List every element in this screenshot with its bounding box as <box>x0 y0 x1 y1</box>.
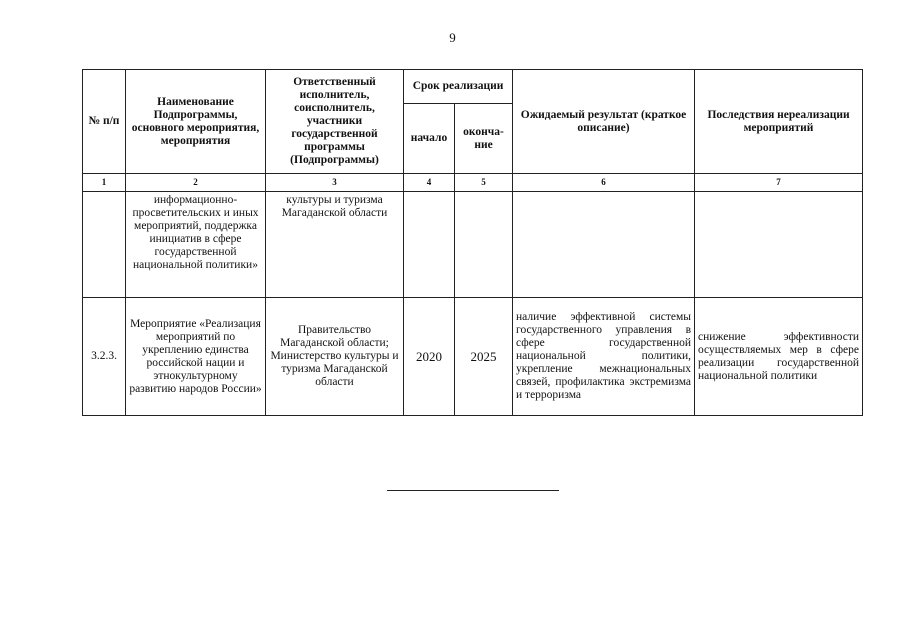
table-row <box>83 192 863 298</box>
row-start: 2020 <box>404 298 455 416</box>
header-result: Ожидаемый результат (краткое описание) <box>513 70 695 174</box>
header-name: Наименование Подпрограммы, основного мероприятия, мероприятия <box>126 70 266 174</box>
program-table <box>82 69 863 416</box>
header-consequences: Последствия нереализации мероприятий <box>695 70 863 174</box>
row-start <box>404 192 455 298</box>
row-executor: культуры и туризма Магаданской области <box>266 192 404 298</box>
row-consequences <box>695 192 863 298</box>
row-executor: Правительство Магаданской области; Министерство культуры и туризма Магаданской области <box>266 298 404 416</box>
header-executor: Ответственный исполнитель, соисполнитель, участники государственной программы (Подпрограммы) <box>266 70 404 174</box>
row-consequences: снижение эффективности осуществляемых мер в сфере реализации государственной национальной политики <box>695 298 863 416</box>
header-term: Срок реализации <box>404 70 513 104</box>
row-result <box>513 192 695 298</box>
column-number: 2 <box>126 174 266 192</box>
column-number: 3 <box>266 174 404 192</box>
column-number: 7 <box>695 174 863 192</box>
column-number: 1 <box>83 174 126 192</box>
column-number: 5 <box>455 174 513 192</box>
column-number: 6 <box>513 174 695 192</box>
header-row <box>83 70 863 104</box>
row-result: наличие эффективной системы государственного управления в сфере государственной национальной политики, укрепление межнациональных связей, профилактика экстремизма и терроризма <box>513 298 695 416</box>
footer-rule <box>387 490 559 491</box>
page-number: 9 <box>449 30 456 45</box>
row-end <box>455 192 513 298</box>
row-number <box>83 192 126 298</box>
row-end: 2025 <box>455 298 513 416</box>
header-start: начало <box>404 104 455 174</box>
table-row <box>83 298 863 416</box>
column-numbers-row <box>83 174 863 192</box>
header-number: № п/п <box>83 70 126 174</box>
header-end: оконча-ние <box>455 104 513 174</box>
row-name: Мероприятие «Реализация мероприятий по укреплению единства российской нации и этнокультурному развитию народов России» <box>126 298 266 416</box>
row-name: информационно-просветительских и иных мероприятий, поддержка инициатив в сфере государственной национальной политики» <box>126 192 266 298</box>
row-number: 3.2.3. <box>83 298 126 416</box>
column-number: 4 <box>404 174 455 192</box>
